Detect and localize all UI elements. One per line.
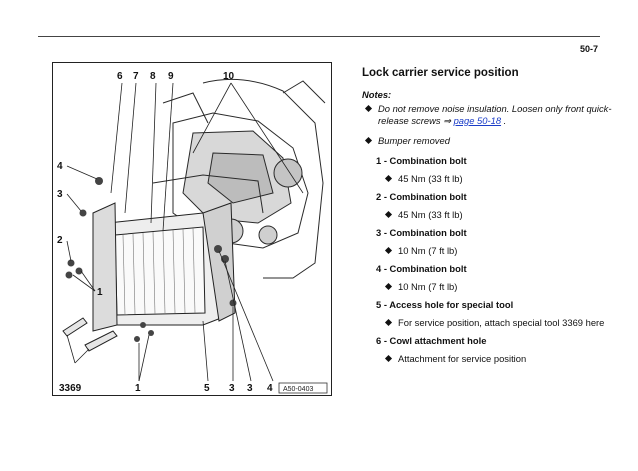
callout-6: 6 — [117, 71, 123, 82]
diamond-bullet-icon — [385, 175, 392, 182]
page-link[interactable]: page 50-18 — [453, 114, 502, 126]
note-noise-insulation — [362, 103, 612, 127]
diamond-bullet-icon — [365, 105, 372, 112]
item-detail-text: 45 Nm (33 ft lb) — [398, 208, 463, 220]
callout-1-bottom: 1 — [135, 383, 141, 394]
diamond-bullet-icon — [385, 211, 392, 218]
item-title: 4 - Combination bolt — [376, 263, 467, 275]
list-item — [376, 299, 612, 329]
callout-3-left: 3 — [57, 189, 63, 200]
item-title: 5 - Access hole for special tool — [376, 299, 514, 311]
item-title: 6 - Cowl attachment hole — [376, 335, 487, 347]
note-text: Bumper removed — [378, 134, 450, 146]
page-number: 50-7 — [579, 44, 598, 54]
lock-carrier-illustration — [53, 63, 331, 395]
callout-4-bottom: 4 — [267, 383, 273, 394]
list-item — [376, 155, 612, 185]
note-bumper-removed — [362, 135, 612, 147]
callout-5-bottom: 5 — [204, 383, 210, 394]
callout-8: 8 — [150, 71, 156, 82]
note-text: Do not remove noise insulation. Loosen only front quick-release screws ⇒ — [378, 102, 612, 126]
item-detail — [376, 173, 612, 185]
item-detail — [376, 353, 612, 365]
lock-carrier-frame — [93, 203, 235, 331]
diamond-bullet-icon — [365, 137, 372, 144]
item-detail — [376, 245, 612, 257]
list-item — [376, 227, 612, 257]
exploded-view-figure — [52, 62, 332, 396]
list-item — [376, 335, 612, 365]
note-text-after: . — [501, 114, 507, 126]
item-title: 2 - Combination bolt — [376, 190, 467, 202]
text-column — [362, 66, 612, 371]
diamond-bullet-icon — [385, 355, 392, 362]
callout-2-left: 2 — [57, 235, 63, 246]
callout-3-bottom-b: 3 — [247, 383, 253, 394]
list-item — [376, 263, 612, 293]
header-rule — [38, 36, 600, 37]
section-title: Lock carrier service position — [362, 67, 519, 79]
item-title: 3 - Combination bolt — [376, 226, 467, 238]
callout-10: 10 — [223, 71, 235, 82]
callout-3369: 3369 — [59, 383, 82, 394]
diamond-bullet-icon — [385, 319, 392, 326]
item-detail — [376, 317, 612, 329]
diamond-bullet-icon — [385, 247, 392, 254]
diamond-bullet-icon — [385, 283, 392, 290]
item-detail-text: 10 Nm (7 ft lb) — [398, 245, 458, 256]
item-detail-text: Attachment for service position — [398, 353, 527, 365]
callout-7: 7 — [133, 71, 139, 82]
callout-3-bottom-a: 3 — [229, 383, 235, 394]
item-title: 1 - Combination bolt — [376, 154, 467, 166]
list-item — [376, 191, 612, 221]
item-detail-text: 45 Nm (33 ft lb) — [398, 172, 463, 184]
item-detail — [376, 209, 612, 221]
figure-code: A50-0403 — [283, 386, 314, 393]
item-detail — [376, 281, 612, 293]
item-detail-text: 10 Nm (7 ft lb) — [398, 281, 458, 293]
callout-4-left: 4 — [57, 161, 63, 172]
callout-9: 9 — [168, 71, 174, 82]
notes-label: Notes: — [362, 88, 392, 100]
callout-1-left: 1 — [97, 287, 103, 298]
item-detail-text: For service position, attach special tool 3369 here — [398, 317, 605, 329]
